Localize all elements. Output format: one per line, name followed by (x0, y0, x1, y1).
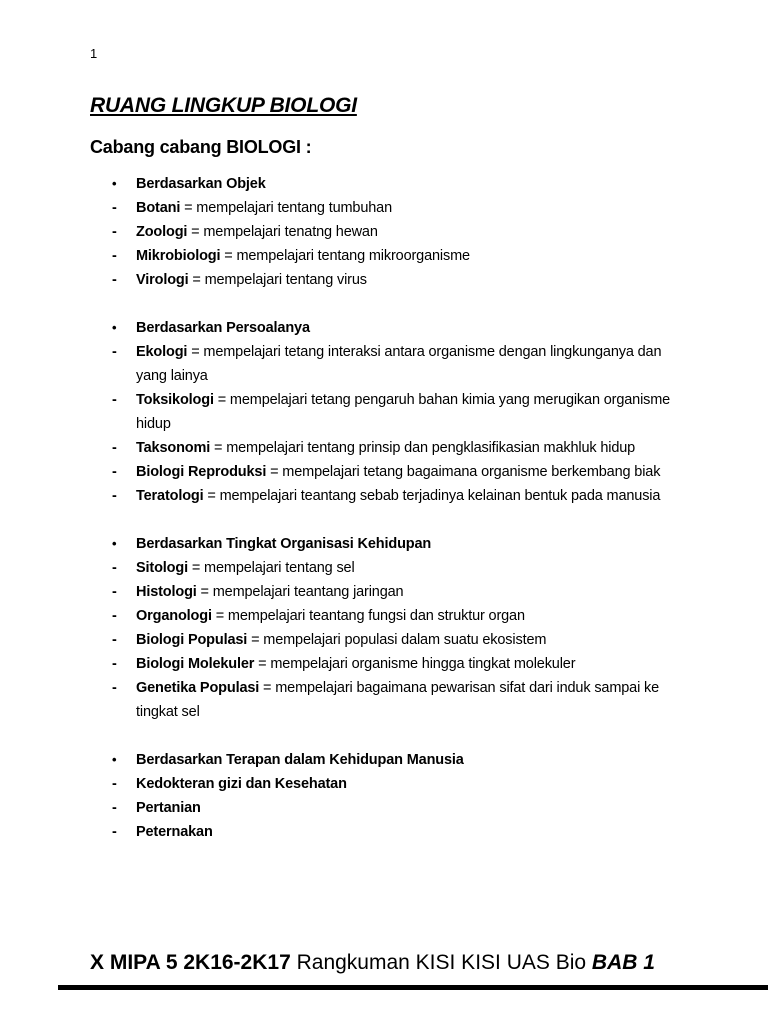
list-item (112, 652, 682, 676)
list-item (112, 772, 682, 796)
section-heading: Berdasarkan Tingkat Organisasi Kehidupan (136, 536, 432, 552)
item-term: Biologi Reproduksi (136, 464, 267, 480)
item-term: Botani (136, 200, 181, 216)
list-item-text (136, 436, 682, 460)
dash-icon: - (112, 488, 117, 504)
section-tingkat-organisasi (112, 532, 682, 724)
item-term: Mikrobiologi (136, 248, 221, 264)
section-heading-row (112, 748, 682, 772)
item-term: Sitologi (136, 560, 188, 576)
item-term: Ekologi (136, 344, 188, 360)
item-description: = mempelajari tenatng hewan (187, 224, 378, 240)
dash-icon: - (112, 776, 117, 792)
dash-icon: - (112, 632, 117, 648)
item-description: = mempelajari tetang pengaruh bahan kimia yang merugikan organisme hidup (136, 392, 671, 432)
list-item-text (136, 268, 682, 292)
footer-class-label: X MIPA 5 2K16-2K17 (90, 951, 291, 974)
page-number: 1 (90, 46, 98, 61)
list-item-text (136, 628, 682, 652)
list-item-text (136, 604, 682, 628)
item-description: = mempelajari tentang mikroorganisme (220, 248, 470, 264)
dash-icon: - (112, 560, 117, 576)
page-footer (90, 951, 655, 975)
list-item (112, 580, 682, 604)
footer-summary-label: Rangkuman KISI KISI UAS Bio (290, 951, 592, 974)
list-item (112, 244, 682, 268)
item-term: Kedokteran gizi dan Kesehatan (136, 776, 347, 792)
item-description: = mempelajari populasi dalam suatu ekosistem (247, 632, 547, 648)
list-item-text (136, 580, 682, 604)
page-subtitle: Cabang cabang BIOLOGI : (90, 137, 312, 157)
item-description: = mempelajari teantang fungsi dan struktur organ (211, 608, 525, 624)
page-title: RUANG LINGKUP BIOLOGI (90, 94, 357, 117)
list-item (112, 796, 682, 820)
dash-icon: - (112, 344, 117, 360)
dash-icon: - (112, 584, 117, 600)
section-heading: Berdasarkan Terapan dalam Kehidupan Manusia (136, 752, 464, 768)
section-heading-row (112, 172, 682, 196)
list-item (112, 220, 682, 244)
list-item-text (136, 388, 682, 436)
list-item-text (136, 484, 682, 508)
item-description: = mempelajari tetang interaksi antara organisme dengan lingkunganya dan yang lainya (136, 344, 662, 384)
dash-icon: - (112, 248, 117, 264)
section-heading-row (112, 316, 682, 340)
dash-icon: - (112, 464, 117, 480)
item-description: = mempelajari teantang jaringan (196, 584, 404, 600)
dash-icon: - (112, 440, 117, 456)
section-heading: Berdasarkan Persoalanya (136, 320, 310, 336)
item-description: = mempelajari tentang virus (188, 272, 367, 288)
list-item (112, 676, 682, 724)
list-item-text (136, 220, 682, 244)
dash-icon: - (112, 680, 117, 696)
list-item (112, 268, 682, 292)
dash-icon: - (112, 800, 117, 816)
section-heading: Berdasarkan Objek (136, 176, 266, 192)
section-objek (112, 172, 682, 292)
item-term: Zoologi (136, 224, 188, 240)
list-item (112, 388, 682, 436)
dash-icon: - (112, 608, 117, 624)
dash-icon: - (112, 200, 117, 216)
item-term: Taksonomi (136, 440, 211, 456)
footer-chapter-label: BAB 1 (591, 951, 655, 974)
list-item-text (136, 676, 682, 724)
bullet-icon: • (112, 752, 117, 767)
item-description: = mempelajari tetang bagaimana organisme berkembang biak (266, 464, 661, 480)
section-heading-row (112, 532, 682, 556)
dash-icon: - (112, 224, 117, 240)
item-term: Toksikologi (136, 392, 214, 408)
item-term: Teratologi (136, 488, 204, 504)
bullet-icon: • (112, 536, 117, 551)
list-item (112, 340, 682, 388)
list-item (112, 820, 682, 844)
list-item-text (136, 340, 682, 388)
item-term: Biologi Molekuler (136, 656, 255, 672)
dash-icon: - (112, 824, 117, 840)
list-item-text (136, 556, 682, 580)
biology-branches-list (112, 172, 682, 868)
item-term: Organologi (136, 608, 212, 624)
item-description: = mempelajari organisme hingga tingkat molekuler (254, 656, 576, 672)
item-description: = mempelajari tentang prinsip dan pengklasifikasian makhluk hidup (210, 440, 636, 456)
list-item (112, 460, 682, 484)
list-item (112, 556, 682, 580)
section-persoalan (112, 316, 682, 508)
item-description: = mempelajari teantang sebab terjadinya kelainan bentuk pada manusia (203, 488, 661, 504)
bullet-icon: • (112, 320, 117, 335)
footer-divider (58, 985, 768, 990)
dash-icon: - (112, 392, 117, 408)
list-item (112, 484, 682, 508)
dash-icon: - (112, 272, 117, 288)
dash-icon: - (112, 656, 117, 672)
item-term: Pertanian (136, 800, 201, 816)
bullet-icon: • (112, 176, 117, 191)
item-term: Biologi Populasi (136, 632, 248, 648)
item-description: = mempelajari tentang tumbuhan (180, 200, 392, 216)
section-terapan (112, 748, 682, 844)
list-item (112, 604, 682, 628)
item-term: Virologi (136, 272, 189, 288)
list-item-text (136, 460, 682, 484)
list-item (112, 628, 682, 652)
item-term: Peternakan (136, 824, 213, 840)
list-item (112, 196, 682, 220)
list-item-text (136, 244, 682, 268)
list-item-text (136, 652, 682, 676)
item-term: Genetika Populasi (136, 680, 260, 696)
item-description: = mempelajari tentang sel (187, 560, 355, 576)
list-item (112, 436, 682, 460)
item-description: = mempelajari bagaimana pewarisan sifat dari induk sampai ke tingkat sel (136, 680, 660, 720)
list-item-text (136, 196, 682, 220)
item-term: Histologi (136, 584, 197, 600)
